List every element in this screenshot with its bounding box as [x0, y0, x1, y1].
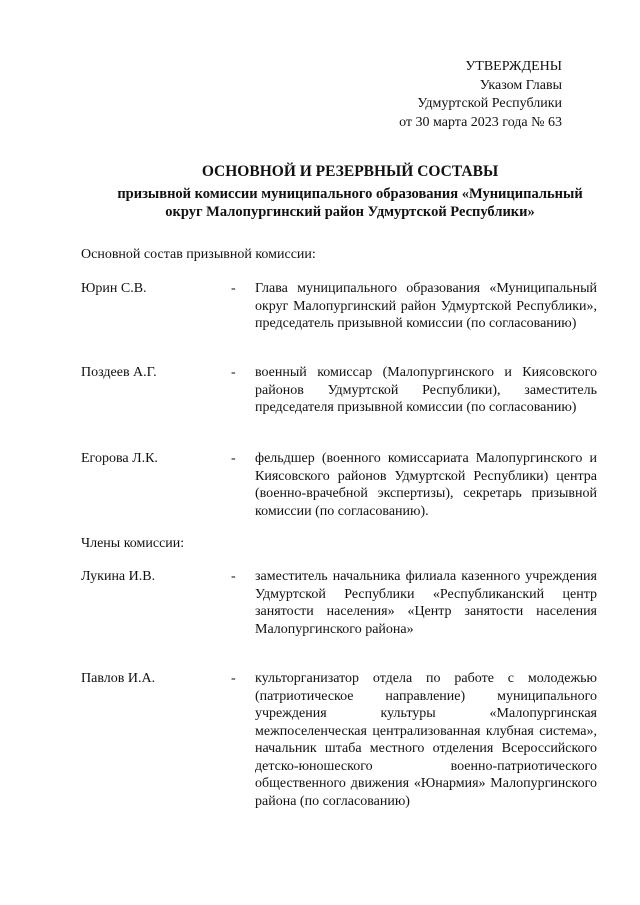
dash-separator: - [231, 365, 236, 380]
member-role: культорганизатор отдела по работе с молодежью (патриотическое направление) муниципального учреждения культуры «Малопургинская межпоселенческая централизованная клубная система», начальник штаба местного отделения Всероссийского детско-юношеского военно-патриотического общественного движения «Юнармия» Малопургинского района (по согласованию) [255, 671, 597, 809]
approval-decree: Указом Главы [479, 77, 562, 93]
member-role: военный комиссар (Малопургинского и Киясовского районов Удмуртской Республики), заместитель председателя призывной комиссии (по согласованию) [255, 365, 597, 415]
approval-republic: Удмуртской Республики [417, 96, 562, 111]
approval-date: от 30 марта 2023 года № 63 [399, 114, 562, 130]
members-section-label: Члены комиссии: [81, 536, 185, 551]
member-name: Юрин С.В. [81, 281, 147, 296]
approval-heading: УТВЕРЖДЕНЫ [465, 59, 562, 74]
title-sub-line-2: округ Малопургинский район Удмуртской Республики» [165, 204, 535, 220]
dash-separator: - [231, 451, 236, 466]
member-role: фельдшер (военного комиссариата Малопургинского и Киясовского районов Удмуртской Республики) центра (военно-врачебной экспертизы), секретарь призывной комиссии (по согласованию). [255, 451, 597, 519]
member-role: Глава муниципального образования «Муниципальный округ Малопургинский район Удмуртской Республики», председатель призывной комиссии (по согласованию) [255, 281, 597, 331]
main-section-label: Основной состав призывной комиссии: [81, 247, 316, 262]
member-name: Поздеев А.Г. [81, 365, 157, 380]
document-title [60, 163, 640, 221]
approval-stamp [399, 58, 562, 132]
member-role: заместитель начальника филиала казенного учреждения Удмуртской Республики «Республиканский центр занятости населения» «Центр занятости населения Малопургинского района» [255, 569, 597, 637]
dash-separator: - [231, 281, 236, 296]
member-name: Егорова Л.К. [81, 451, 158, 466]
member-name: Павлов И.А. [81, 671, 156, 686]
dash-separator: - [231, 569, 236, 584]
dash-separator: - [231, 671, 236, 686]
member-name: Лукина И.В. [81, 569, 156, 584]
title-main: ОСНОВНОЙ И РЕЗЕРВНЫЙ СОСТАВЫ [201, 163, 499, 180]
title-sub-line-1: призывной комиссии муниципального образования «Муниципальный [117, 186, 583, 202]
